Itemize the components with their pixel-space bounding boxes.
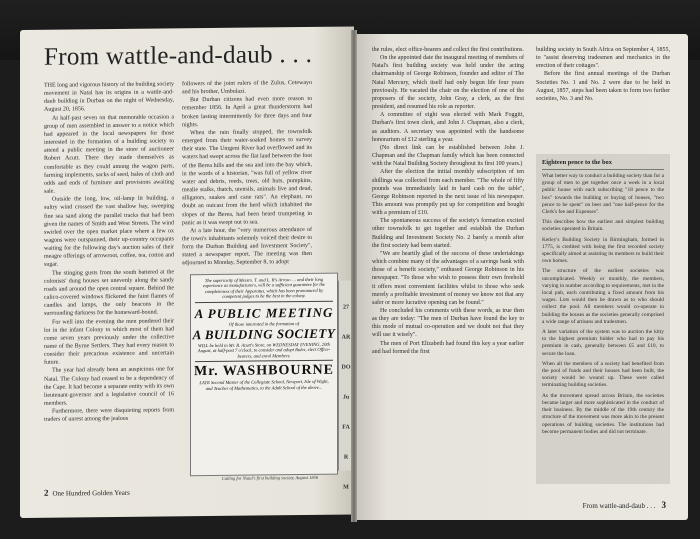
divider <box>542 169 664 170</box>
left-column-1 <box>44 80 174 493</box>
paragraph: THE long and vigorous history of the building society movement in Natal has its origins in a wattle-and-daub building in Durban on the night of Wednesday, August 20, 1856. <box>44 81 174 114</box>
sidebar-paragraph: What better way to conduct a building society than for a group of men to get together once a week in a local public house with each subscribing "18 pence to the box" towards the building or buying of houses, "two pence to be spent" on beer and "one half-pence for the Clerk's fee and Expenses". <box>542 173 664 216</box>
notice-text: The superiority of Messrs. T. and L. R's Arrow- ... and their long experience as manufacturers, will be a sufficient guarantee for the completeness of their Apparatus, which has been pronounced by competent judges to be the best in the colony. <box>202 276 326 300</box>
side-letters: M <box>343 484 349 491</box>
side-letters: FA <box>342 424 350 431</box>
book-spread <box>20 30 688 518</box>
paragraph: A committee of eight was elected with Mark Foggitt, Durban's first town clerk, and John J. Chapman, also a clerk, as auditors. A secretary was appointed with the handsome honorarium of £12 sterling a year. <box>372 112 524 143</box>
paragraph: The stinging gusts from the south battered at the colonists' dung houses set unevenly along the sandy roads and around the open central square. Behind the calico-covered windows flickered the faint flames of candles and lamps, the only beacons in the surrounding darkness for the homeward-bound. <box>44 268 174 318</box>
notice-text: LATE Second Master of the Collegiate School, Newport, Isle of Wight, and Teacher of Mathematics, to the Adult School of the above... <box>199 379 329 391</box>
running-head: One Hundred Golden Years <box>52 488 130 498</box>
paragraph: But Durban citizens had even more reason to remember 1856. In April a great thunderstorm had broken lasting intermittently for three days and four nights. <box>182 96 312 129</box>
sidebar-paragraph: When all the members of a society had benefited from the pool of funds and their houses had been built, the society would be wound up. These were called terminating building societies. <box>542 360 664 389</box>
paragraph: (No direct link can be established between John J. Chapman and the Chapman family which has been connected with the Natal Building Society throughout its first 100 years.) <box>372 144 524 168</box>
paragraph: At a late hour, the "very numerous attendance of the town's inhabitants solemnly voiced their desire to form the Durban Building and Investment Society", stated a newspaper report. The meeting was then adjourned to Monday, September 8, to adopt <box>182 226 312 267</box>
paragraph: Furthermore, there were disquieting reports from traders of unrest among the jealous <box>44 407 174 424</box>
right-folio <box>583 500 666 510</box>
paragraph: For well into the evening the men pondered their lot in the infant Colony to which most of them had come seven years previously under the collective name of the Byrne Settlers. They had every reason to consider their precarious existence and uncertain future. <box>44 317 174 367</box>
paragraph: followers of the joint rulers of the Zulus, Cetewayo and his brother, Umbulazi. <box>182 79 312 96</box>
paragraph: the rules, elect office-bearers and collect the first contributions. <box>372 47 524 53</box>
paragraph: The year had already been an auspicious one for Natal. The Colony had ceased to be a dependency of the Cape. It had become a separate entity with its own lieutenant-governor and a legislative council of 16 members. <box>44 366 174 407</box>
divider <box>195 300 333 302</box>
paragraph: The men of Port Elizabeth had found this key a year earlier and had formed the first <box>372 340 524 355</box>
paragraph: Outside the long, low, oil-lamp lit building, a sultry wind crossed the vast shallow bay, sweeping fine sea sand along the parallel tracks that had been given the names of Smith and West Streets. The wind swirled over the open market place where a few ox wagons were outspanned, their up-country occupants waiting for the following day's auction sales of their meagre offerings of arrowroot, coffee, tea, cotton and sugar. <box>44 195 174 269</box>
left-page <box>20 27 354 518</box>
side-letters: AR <box>341 334 351 341</box>
paragraph: building society in South Africa on September 4, 1855, to "assist deserving tradesmen and mechanics in the erection of their cottages". <box>536 47 670 70</box>
notice-text: WILL be held in Mr. R. Acutt's Store, on WEDNESDAY EVENING, 20th August, at half-past 7 o'clock, to consider and adopt Rules, elect Office-bearers, and enrol Members. <box>197 341 331 359</box>
paragraph: On the appointed date the inaugural meeting of members of Natal's first building society was held under the acting chairmanship of George Robinson, founder and editor of The Natal Mercury, which itself had only begun life four years previously. He vacated the chair on the election of one of the proposers of the society, John Gray, a clerk, as the first president, and resumed his role as reporter. <box>372 55 524 111</box>
right-page <box>354 34 688 520</box>
paragraph: After the election the initial monthly subscription of ten shillings was collected from each member. "The whole of fifty pounds was immediately laid in hard cash on the table", George Robinson reported in the next issue of his newspaper. This amount was promptly put up for competition and bought with a premium of £10. <box>372 169 524 217</box>
notice-text: Of those interested in the formation of <box>228 320 299 327</box>
book-gutter <box>351 30 357 522</box>
chapter-title: From wattle-and-daub . . . <box>44 40 313 71</box>
sidebar-title: Eighteen pence to the box <box>542 159 612 166</box>
paragraph: Before the first annual meetings of the Durban Societies No. 1 and No. 2 were due to be held in August, 1857, steps had been taken to form two further societies, No. 3 and No. <box>536 71 670 102</box>
page-number: 3 <box>661 500 666 510</box>
paragraph: When the rain finally stopped, the townsfolk emerged from their water-soaked homes to survey their state. The Umgeni River had overflowed and its waters had swept across the flat land between the foot of the Berea hills and the sea and into the bay which, in the words of a historian, "was full of yellow river water and debris, reeds, trees, old huts, pumpkins, mealie stalks, thatch, utensils, animals live and dead, alligators, snakes and cane rats". An elephant, no doubt an outcast from the herd which inhabited the slopes of the Berea, had been heard trumpeting in panic as it was swept out to sea. <box>182 128 312 226</box>
side-letters: Ju <box>342 394 350 401</box>
sidebar-box <box>536 154 670 484</box>
paragraph: He concluded his comments with these words, as true then as they are today: "The men of Durban have found the key to this mode of mutual co-operation and we doubt not that they will use it wisely". <box>372 308 524 339</box>
sidebar-body <box>536 173 670 436</box>
notice-headline: A PUBLIC MEETING <box>194 304 334 321</box>
side-letters: 27 <box>343 304 349 311</box>
paragraph: The spontaneous success of the society's formation excited other townsfolk to get together and establish the Durban Building and Investment Society No. 2 barely a month after the first society had been started. <box>372 218 524 249</box>
sidebar-paragraph: As the movement spread across Britain, the societies became larger and more sophisticated in the conduct of their business. By the middle of the 19th century the structure of the movement was more akin to the present operations of building societies. The institutions had become permanent bodies and did not terminate. <box>542 392 664 435</box>
paragraph: At half-past seven on that memorable occasion a group of men assembled in answer to a notice which had appeared in the local newspapers for those interested in the formation of a building society to attend a public meeting in the store of auctioneer Robert Acutt. There they made themselves as comfortable as they could among the wagon parts, farming implements, sacks of seed, bales of cloth and odds and ends of furniture and provisions awaiting sale. <box>44 114 174 195</box>
left-folio <box>44 487 130 498</box>
right-column-2 <box>536 46 670 150</box>
image-caption: Calling for Natal's first building society, August 1856 <box>221 474 319 481</box>
paragraph: "We are heartily glad of the success of these undertakings which combine many of the advantages of a savings bank with those of a benefit society," enthused George Robinson in his newspaper. "To those who wish to possess their own freehold it offers most convenient facilities whilst to those who seek merely a profitable investment of money we know not that any safer or more lucrative opening can be found." <box>372 250 524 306</box>
sidebar-paragraph: This describes how the earliest and simplest building societies operated in Britain. <box>542 219 664 233</box>
notice-headline: A BUILDING SOCIETY <box>192 325 336 343</box>
sidebar-paragraph: A later variation of the system was to auction the kitty to the highest premium bidder who had to pay his premium in cash, generally between £5 and £10, to secure the loan. <box>542 329 664 357</box>
side-letters: R <box>343 454 349 461</box>
notice-headline: Mr. WASHBOURNE <box>193 362 335 380</box>
page-number: 2 <box>44 487 49 498</box>
running-head: From wattle-and-daub . . . <box>582 502 656 510</box>
right-column-1 <box>372 46 524 502</box>
left-column-2 <box>182 79 312 292</box>
divider <box>195 360 333 362</box>
newspaper-notice-image <box>190 273 338 477</box>
sidebar-paragraph: Ketley's Building Society in Birmingham, formed in 1775, is credited with being the first recorded society specifically aimed at assisting its members to build their own homes. <box>542 236 664 265</box>
sidebar-paragraph: The structure of the earliest societies was uncomplicated. Weekly or monthly, the members, varying in number according to requirements, met in the local pub, each contributing a fixed amount from his wages. Lots would then be drawn as to who should collect the pool. All members would co-operate in building the houses as the societies generally comprised a wide range of artisans and tradesmen. <box>542 268 664 325</box>
side-letters: DO <box>341 364 351 371</box>
